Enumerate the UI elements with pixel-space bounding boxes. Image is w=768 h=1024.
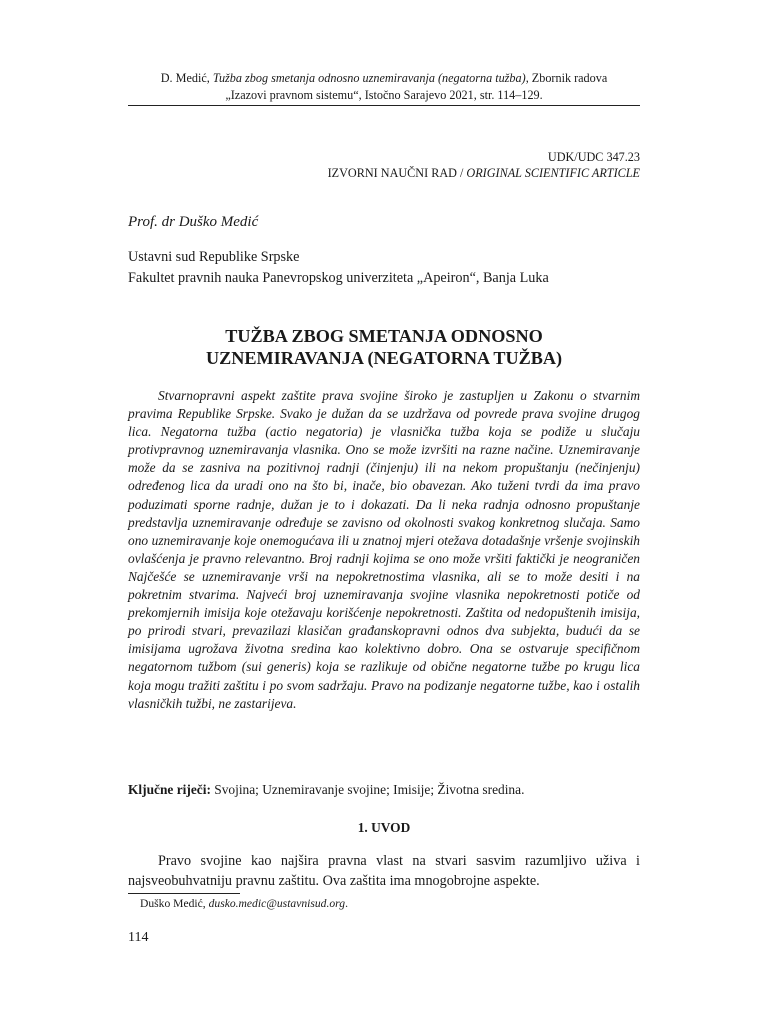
keywords-label: Ključne riječi: [128,782,211,797]
author-affiliations [128,247,549,289]
keywords [128,781,640,799]
affiliation-2: Fakultet pravnih nauka Panevropskog univerziteta „Apeiron“, Banja Luka [128,270,549,286]
header-rule [128,105,640,106]
abstract: Stvarnopravni aspekt zaštite prava svojine široko je zastupljen u Zakonu o stvarnim pravima Republike Srpske. Svako je dužan da se uzdržava od povrede prava svojine drugog lica. Negatorna tužba (actio negatoria) je vlasnička tužba koja se podiže u slučaju protivpravnog uznemiravanja vlasnika. Ono se može izvršiti na razne načine. Uznemiravanje može da se zasniva na pozitivnoj radnji (činjenju) ili na nekom propuštanju (nečinjenju) određenog lica da uradi ono na što bi, inače, bio obavezan. Ako tuženi tvrdi da ima pravo poduzimati sporne radnje, dužan je to i dokazati. Da li neka radnja odnosno propuštanje predstavlja uznemiravanje određuje se zavisno od okolnosti svakog konkretnog slučaja. Samo ono uznemiravanje koje onemogućava ili u znatnoj mjeri otežava dotadašnje vršenje svojinskih ovlašćenja je pravno relevantno. Broj radnji kojima se ono može vršiti faktički je neograničen Najčešće se uznemiravanje vrši na nepokretnostima vlasnika, ali se to može desiti i na pokretnim stvarima. Najveći broj uznemiravanja svojine vlasnika nepokretnosti potiče od prekomjernih imisija koje otežavaju korišćenje nepokretnosti. Zaštita od nedopuštenih imisija, po prirodi stvari, prevazilazi klasičan građanskopravni odnos dva subjekta, budući da se imisijama ugrožava životna sredina kao kolektivno dobro. Ona se ostvaruje specifičnom negatornom tužbom (sui generis) koja se razlikuje od obične negatorne tužbe po krugu lica koja mogu tražiti zaštitu i po svom sadržaju. Pravo na podizanje negatorne tužbe, kao i ostalih vlasničkih tužbi, ne zastarijeva. [128,388,640,711]
article-type-english: ORIGINAL SCIENTIFIC ARTICLE [466,166,640,180]
header-line-1 [128,70,640,87]
running-header [128,70,640,104]
footnote-name: Duško Medić, [140,897,209,910]
keywords-value: Svojina; Uznemiravanje svojine; Imisije; Životna sredina. [210,782,525,797]
title-line-2: UZNEMIRAVANJA (NEGATORNA TUŽBA) [205,348,563,368]
header-line-2: „Izazovi pravnom sistemu“, Istočno Sarajevo 2021, str. 114–129. [225,88,543,102]
page-number: 114 [128,930,149,945]
udk-code: UDK/UDC 347.23 [547,150,640,164]
footnote-end: . [345,897,348,910]
section-heading: 1. UVOD [357,820,411,835]
footnote-rule [128,893,240,894]
article-title [128,325,640,369]
header-author: D. Medić, [160,71,213,85]
classification-block [328,149,640,181]
article-type-local: IZVORNI NAUČNI RAD / [327,166,467,180]
author-name: Prof. dr Duško Medić [128,214,259,230]
header-article-title: Tužba zbog smetanja odnosno uznemiravanja (negatorna tužba) [212,71,526,85]
title-line-1: TUŽBA ZBOG SMETANJA ODNOSNO [225,326,543,346]
intro-paragraph: Pravo svojine kao najšira pravna vlast na stvari sasvim razumljivo uživa i najsveobuhvatniju pravnu zaštitu. Ova zaštita ima mnogobrojne aspekte. [128,853,640,889]
affiliation-1: Ustavni sud Republike Srpske [128,249,300,265]
article-type [328,165,640,181]
footnote [140,897,348,910]
footnote-email: dusko.medic@ustavnisud.org [208,897,346,910]
header-journal: , Zbornik radova [525,71,608,85]
